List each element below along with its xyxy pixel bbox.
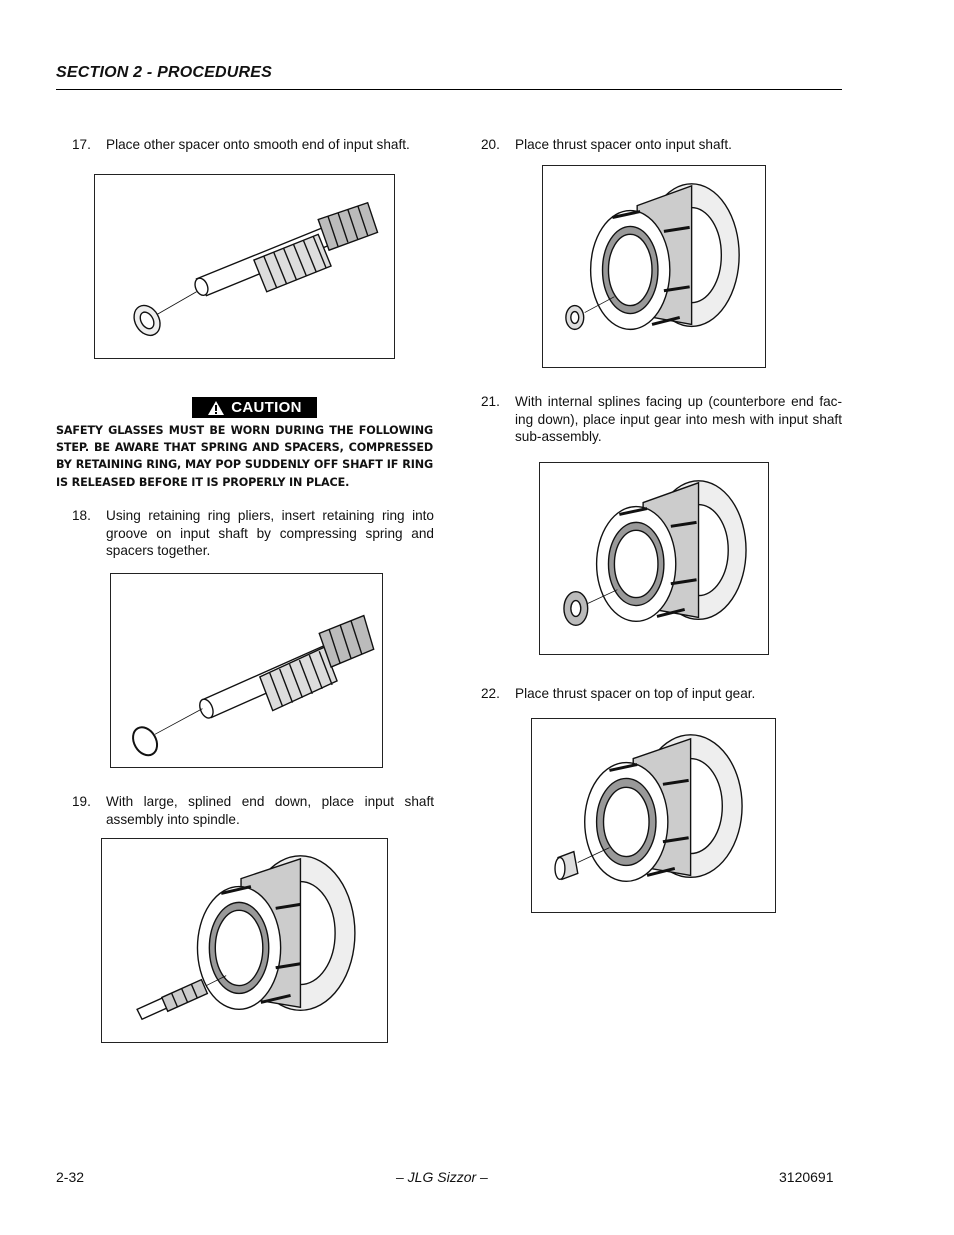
step-18: [72, 507, 434, 563]
shaft-spacer-illustration: [95, 175, 394, 358]
step-number: 21.: [481, 394, 500, 409]
figure-shaft-spacer: [94, 174, 395, 359]
header-divider: [56, 89, 842, 90]
step-number: 17.: [72, 137, 91, 152]
spindle-thrust-spacer-illustration: [543, 166, 765, 367]
retaining-ring-illustration: [111, 574, 382, 767]
figure-thrust-spacer-gear: [531, 718, 776, 913]
step-19: [72, 793, 434, 831]
figure-retaining-ring: [110, 573, 383, 768]
step-number: 20.: [481, 137, 500, 152]
caution-label: CAUTION: [231, 399, 302, 416]
footer-manual-title: – JLG Sizzor –: [396, 1169, 488, 1185]
section-title: SECTION 2 - PROCEDURES: [56, 64, 272, 81]
figure-thrust-spacer-shaft: [542, 165, 766, 368]
step-text: Using retaining ring pliers, insert retaining ring into groove on input shaft by compressing spring and spacers together.: [106, 508, 434, 558]
step-number: 22.: [481, 686, 500, 701]
step-number: 19.: [72, 794, 91, 809]
step-21: [481, 393, 842, 449]
warning-triangle-icon: [207, 400, 225, 416]
spindle-thrust-spacer-gear-illustration: [532, 719, 775, 912]
spindle-input-gear-illustration: [540, 463, 768, 654]
step-20: [481, 136, 842, 156]
spindle-with-shaft-illustration: [102, 839, 387, 1042]
caution-message: SAFETY GLASSES MUST BE WORN DURING THE FOLLOWING STEP. BE AWARE THAT SPRING AND SPACERS, COMPRESSED BY RETAINING RING, MAY POP SUDDENLY OFF SHAFT IF RING IS RELEASED BEFORE IT IS PROPERLY IN PLACE.: [56, 424, 433, 489]
footer-page-number: 2-32: [56, 1169, 85, 1185]
footer-document-number: 3120691: [779, 1169, 834, 1185]
step-text: Place thrust spacer on top of input gear.: [515, 686, 756, 701]
step-text: Place other spacer onto smooth end of input shaft.: [106, 137, 410, 152]
step-17: [72, 136, 434, 156]
step-number: 18.: [72, 508, 91, 523]
figure-input-gear: [539, 462, 769, 655]
figure-shaft-into-spindle: [101, 838, 388, 1043]
step-text: With large, splined end down, place input shaft assembly into spindle.: [106, 794, 434, 827]
step-22: [481, 685, 842, 705]
step-text: With internal splines facing up (counterbore end fac-ing down), place input gear into mesh with input shaft sub-assembly.: [515, 394, 842, 444]
caution-banner: [192, 397, 317, 418]
step-text: Place thrust spacer onto input shaft.: [515, 137, 732, 152]
